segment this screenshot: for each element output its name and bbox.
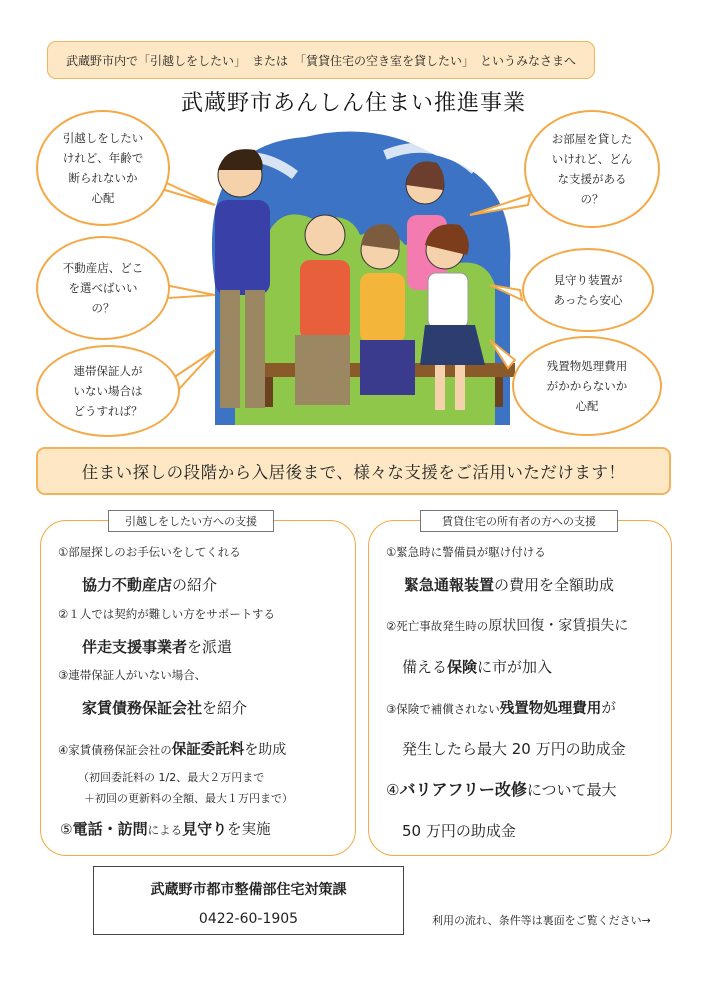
tenant-item-2-keyword: 伴走支援事業者 [82, 638, 188, 656]
tenant-item-3-detail [82, 697, 247, 718]
tenant-item-3-keyword: 家賃債務保証会社 [82, 699, 203, 717]
bubble-line: の？ [91, 301, 115, 315]
tenant-item-1-suffix: の紹介 [172, 576, 218, 594]
owner-item-1-detail [404, 574, 614, 595]
owner-item-4-detail: 50 万円の助成金 [402, 822, 516, 840]
owner-item-1-suffix: の費用を全額助成 [494, 576, 615, 594]
owner-item-3-prefix: ③保険で補償されない [386, 702, 500, 716]
tenant-item-4-note-2: ＋初回の更新料の全額、最大１万円まで） [84, 792, 293, 805]
bubble-line: いけれど、どん [551, 152, 633, 166]
support-banner: 住まい探しの段階から入居後まで、様々な支援をご活用いただけます！ [36, 447, 671, 495]
tenant-item-5 [60, 818, 271, 839]
owner-item-2-suffix: に [614, 618, 629, 634]
owner-item-2-detail-suffix: に市が加入 [477, 658, 553, 676]
tenant-item-5-number: ⑤ [60, 822, 73, 838]
owner-item-2 [386, 615, 628, 635]
owner-item-4 [386, 777, 617, 800]
owner-item-4-keyword: バリアフリー改修 [399, 780, 527, 799]
bubble-line: 見守り装置が [553, 273, 623, 287]
bubble-line: がかからないか [546, 379, 628, 393]
bubble-line: な支援がある [557, 172, 627, 186]
speech-bubble-realtor-concern [36, 236, 170, 340]
owner-item-3-suffix: が [601, 701, 616, 717]
tenant-item-1: ①部屋探しのお手伝いをしてくれる [58, 545, 241, 559]
speech-bubble-landlord-support [524, 110, 660, 228]
audience-banner: 武蔵野市内で「引越しをしたい」 または 「賃貸住宅の空き室を貸したい」 というみなさまへ [47, 41, 595, 79]
bubble-line: お部屋を貸した [551, 132, 633, 146]
owner-item-1-keyword: 緊急通報装置 [404, 576, 495, 594]
bubble-line: どうすれば？ [73, 404, 143, 418]
tenant-item-3: ③連帯保証人がいない場合、 [58, 668, 207, 682]
owner-item-3-detail: 発生したら最大 20 万円の助成金 [402, 740, 626, 758]
owner-item-1: ①緊急時に警備員が駆け付ける [386, 545, 546, 559]
bubble-line: の？ [580, 192, 604, 206]
tenant-panel-label: 引越しをしたい方への支援 [108, 510, 274, 532]
owner-item-2-detail [402, 656, 552, 677]
owner-item-3-keyword: 残置物処理費用 [499, 701, 602, 717]
tenant-item-2-suffix: を派遣 [187, 638, 233, 656]
owner-item-4-suffix: について最大 [526, 781, 617, 799]
speech-bubble-age-concern [36, 110, 170, 226]
owner-item-4-number: ④ [386, 781, 400, 799]
bubble-line: あったら安心 [553, 293, 623, 307]
tenant-item-5-keyword-2: 見守り [182, 820, 228, 838]
tenant-item-4-note-1: （初回委託料の 1/2、最大２万円まで [78, 771, 265, 784]
tenant-item-1-detail [82, 574, 217, 595]
bubble-line: 引越しをしたい [62, 131, 144, 145]
speech-bubble-monitoring [522, 248, 654, 332]
bubble-line: 残置物処理費用 [546, 359, 628, 373]
bubble-line: 断られないか [68, 171, 138, 185]
footer-note: 利用の流れ、条件等は裏面をご覧ください→ [432, 914, 651, 927]
tenant-item-4 [58, 738, 286, 759]
page-title: 武蔵野市あんしん住まい推進事業 [180, 91, 526, 116]
contact-phone: 0422-60-1905 [198, 911, 299, 927]
owner-item-2-detail-prefix: 備える [402, 658, 448, 676]
tenant-item-1-keyword: 協力不動産店 [82, 576, 173, 594]
tenant-item-4-prefix: ④家賃債務保証会社の [58, 743, 172, 757]
owner-panel-label: 賃貸住宅の所有者の方への支援 [420, 510, 618, 532]
tenant-item-4-suffix: を助成 [244, 742, 287, 758]
owner-item-2-prefix: ②死亡事故発生時の [386, 619, 489, 633]
bubble-line: いない場合は [73, 384, 143, 398]
tenant-item-4-keyword: 保証委託料 [171, 742, 245, 758]
bubble-line: 不動産店、どこ [62, 261, 144, 275]
speech-bubble-guarantor-concern [36, 345, 180, 437]
owner-item-3 [386, 697, 616, 718]
bubble-line: けれど、年齢で [62, 151, 144, 165]
owner-item-2-keyword: 原状回復・家賃損失 [488, 618, 615, 634]
tenant-item-3-suffix: を紹介 [202, 699, 248, 717]
contact-department: 武蔵野市都市整備部住宅対策課 [150, 882, 347, 898]
tenant-item-5-keyword-1: 電話・訪問 [72, 820, 148, 838]
bubble-line: 心配 [91, 191, 115, 205]
bubble-line: 連帯保証人が [73, 364, 143, 378]
tenant-item-2-detail [82, 636, 232, 657]
tenant-item-5-connector: による [147, 823, 183, 837]
tenant-item-5-suffix: を実施 [227, 822, 271, 838]
contact-box [93, 866, 404, 935]
owner-item-2-detail-keyword: 保険 [447, 658, 478, 676]
speech-bubble-residual-items [512, 336, 662, 436]
tenant-item-2: ②１人では契約が難しい方をサポートする [58, 607, 275, 621]
bubble-line: 心配 [575, 399, 599, 413]
owner-support-panel [368, 520, 672, 856]
bubble-line: を選べばいい [68, 281, 138, 295]
